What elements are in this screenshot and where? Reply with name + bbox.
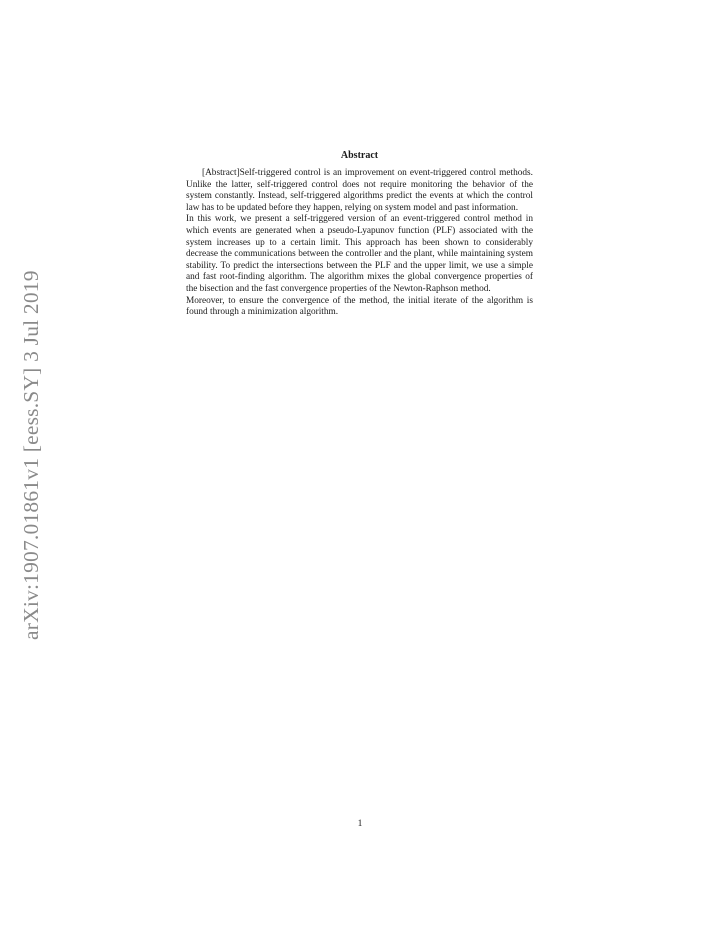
abstract-paragraph: Moreover, to ensure the convergence of the method, the initial iterate of the algorithm is found through a minimization algorithm. — [186, 295, 533, 318]
page-number: 1 — [357, 819, 363, 829]
abstract-section — [186, 149, 533, 319]
abstract-body — [186, 168, 533, 319]
abstract-heading: Abstract — [340, 150, 379, 161]
abstract-paragraph: [Abstract]Self-triggered control is an improvement on event-triggered control methods. Unlike the latter, self-triggered control does not require monitoring the behavior of the system constantly. Instead, self-triggered algorithms predict the events at which the control law has to be updated before they happen, relying on system model and past information. — [186, 168, 533, 213]
arxiv-identifier-stamp: arXiv:1907.01861v1 [eess.SY] 3 Jul 2019 — [19, 270, 43, 640]
abstract-paragraph: In this work, we present a self-triggered version of an event-triggered control method in which events are generated when a pseudo-Lyapunov function (PLF) associated with the system increases up to a certain limit. This approach has been shown to considerably decrease the communications between the controller and the plant, while maintaining system stability. To predict the intersections between the PLF and the upper limit, we use a simple and fast root-finding algorithm. The algorithm mixes the global convergence properties of the bisection and the fast convergence properties of the Newton-Raphson method. — [186, 214, 533, 294]
